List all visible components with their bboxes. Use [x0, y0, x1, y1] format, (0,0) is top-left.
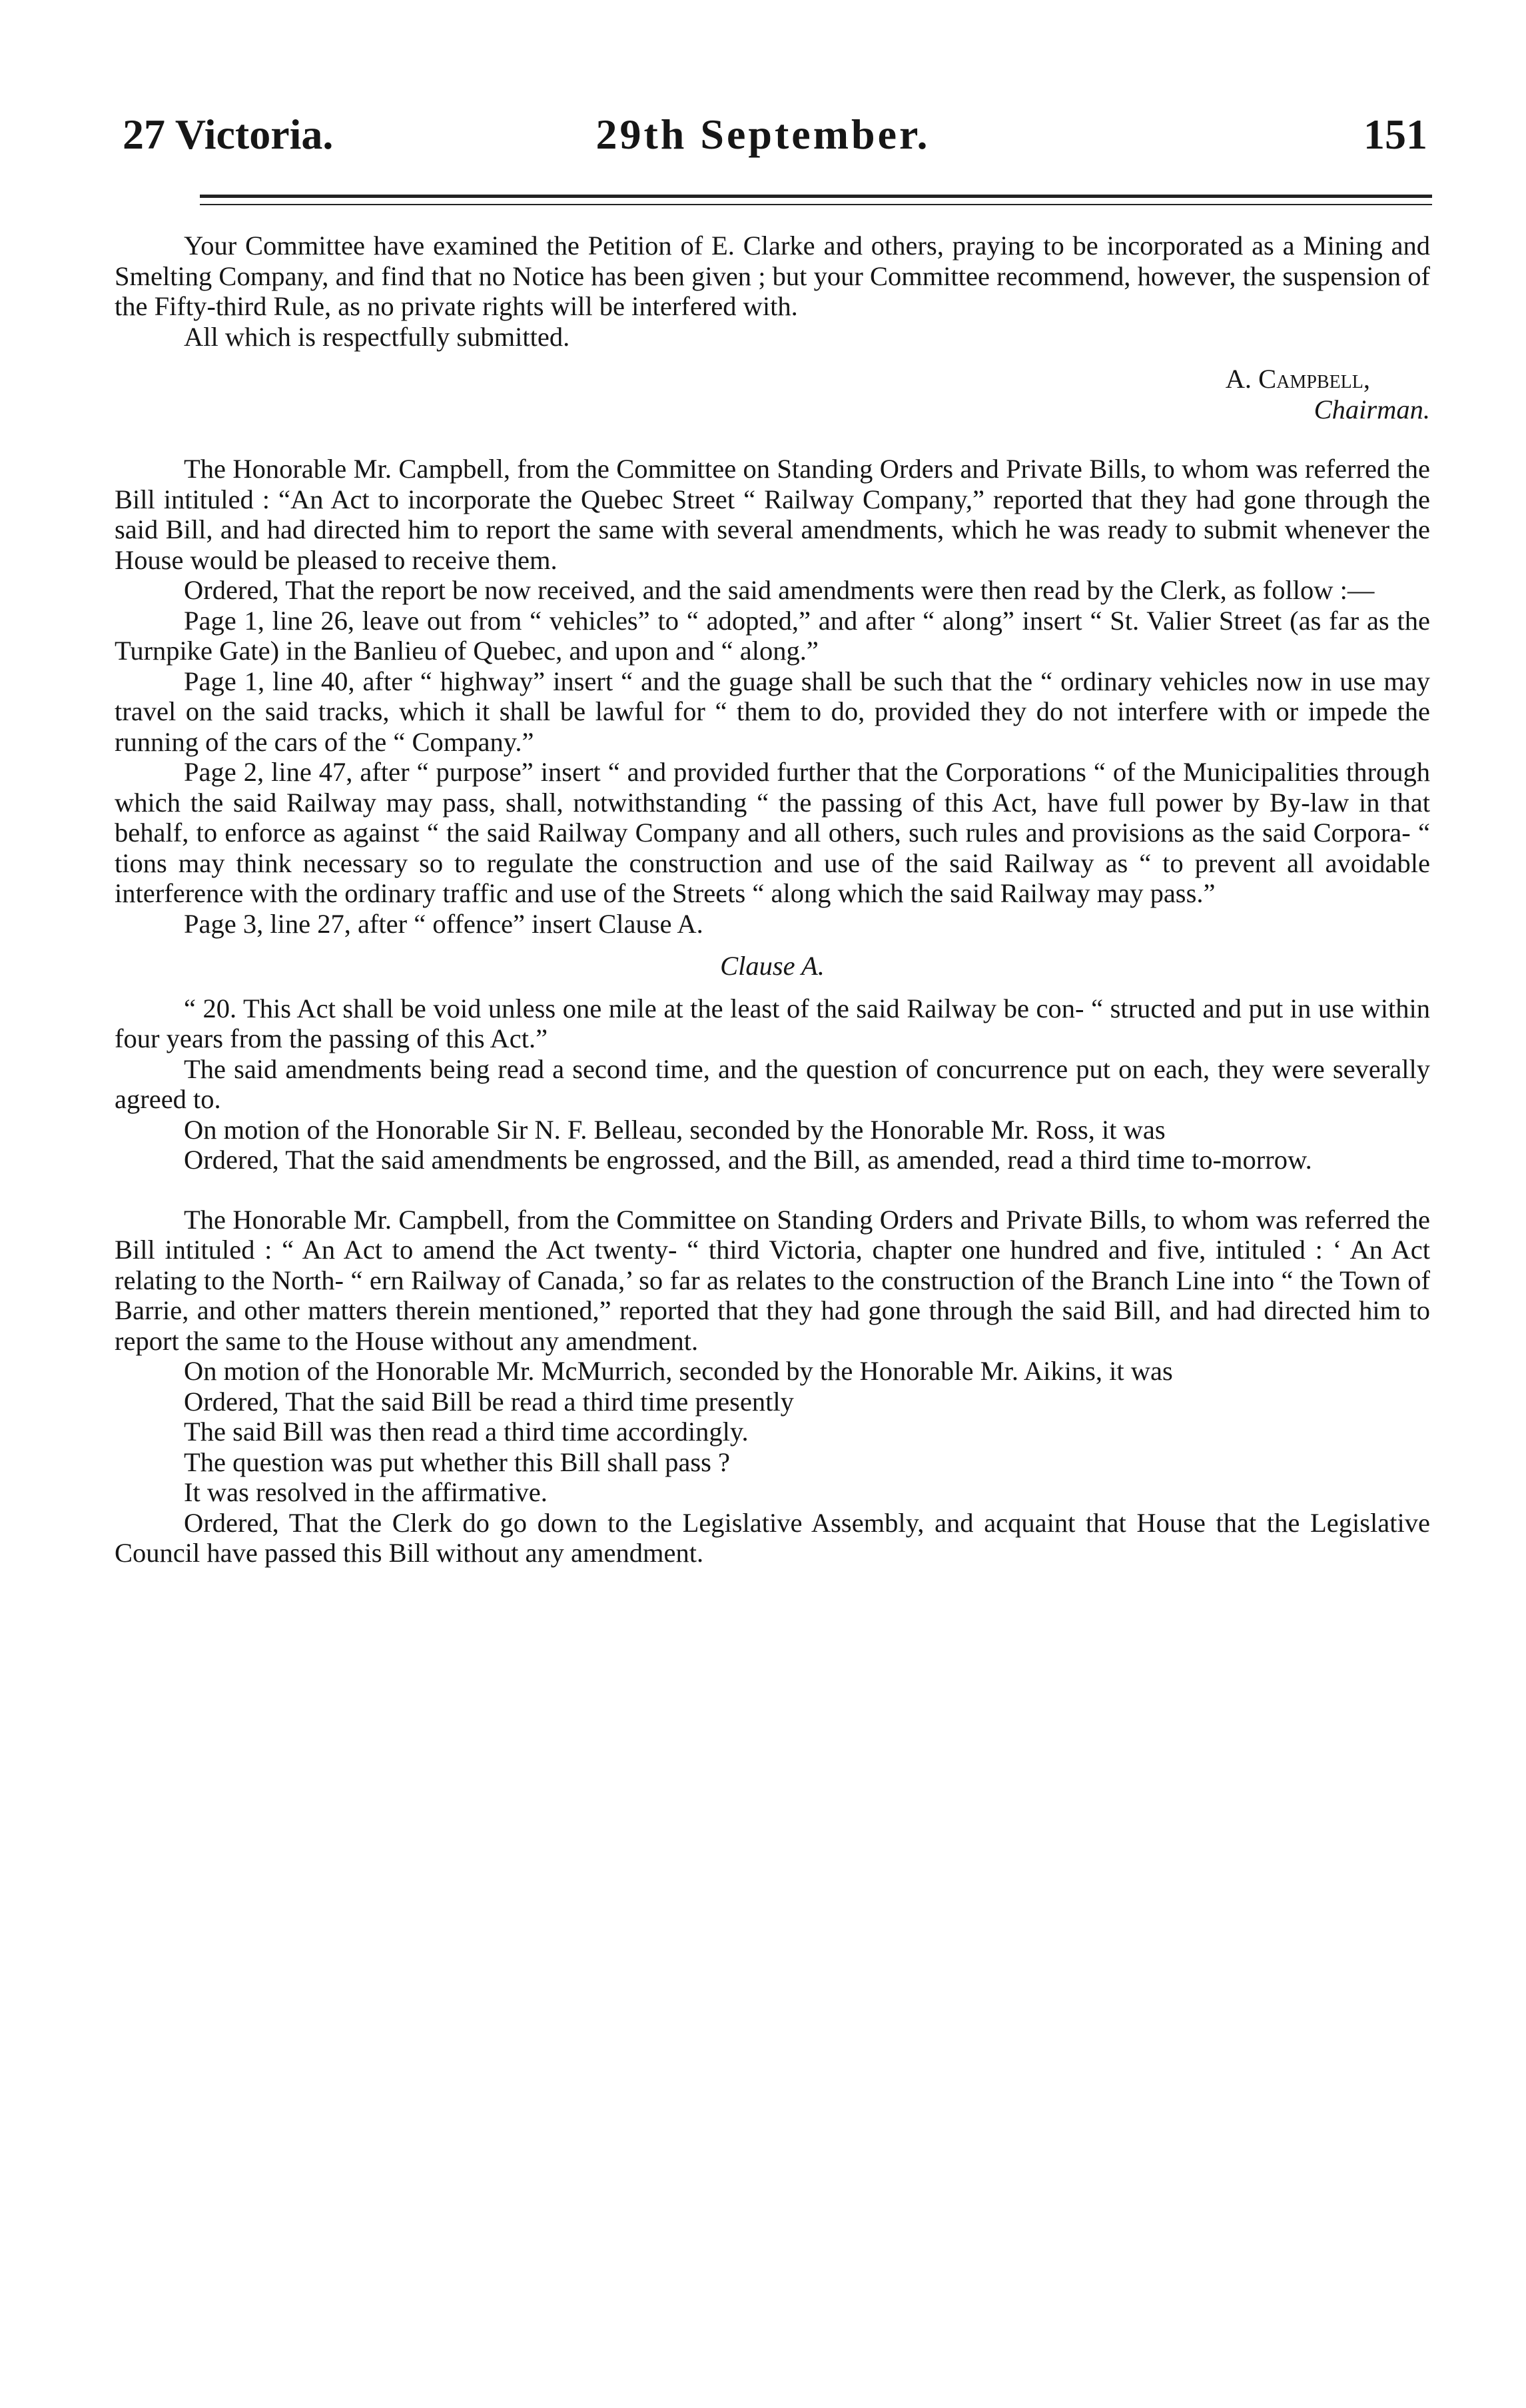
- header-rule-thick: [200, 195, 1432, 198]
- page-body: [115, 231, 1430, 1568]
- resolved-affirmative: It was resolved in the affirmative.: [184, 1477, 548, 1507]
- ordered-report-received: Ordered, That the report be now received, and the said amendments were then read by the Clerk, as follow :—: [184, 575, 1375, 605]
- signature-name: A. Campbell,: [1225, 364, 1370, 394]
- motion-mcmurrich: On motion of the Honorable Mr. McMurrich, seconded by the Honorable Mr. Aikins, it was: [184, 1356, 1173, 1386]
- question-put: The question was put whether this Bill shall pass ?: [184, 1447, 731, 1477]
- amendment-page1-line40: Page 1, line 40, after “ highway” insert “ and the guage shall be such that the “ ordinary vehicles now in use may travel on the said tracks, which it shall be lawful for “ them to do, provided they do not interfere with or impede the running of the cars of the “ Company.”: [115, 666, 1430, 757]
- page-number: 151: [1363, 111, 1427, 158]
- motion-belleau: On motion of the Honorable Sir N. F. Belleau, seconded by the Honorable Mr. Ross, it was: [184, 1114, 1166, 1145]
- northern-railway-bill-report: The Honorable Mr. Campbell, from the Committee on Standing Orders and Private Bills, to whom was referred the Bill intituled : “ An Act to amend the Act twenty- “ third Victoria, chapter one hundred and five, intituled : ‘ An Act relating to the North- “ ern Railway of Canada,’ so far as relates to the construction of the Branch Line into “ the Town of Barrie, and other matters therein mentioned,” reported that they had gone through the said Bill, and had directed him to report the same to the House without any amendment.: [115, 1204, 1430, 1356]
- quebec-bill-report: The Honorable Mr. Campbell, from the Committee on Standing Orders and Private Bills, to whom was referred the Bill intituled : “An Act to incorporate the Quebec Street “ Railway Company,” reported that they had gone through the said Bill, and had directed him to report the same with several amendments, which he was ready to submit whenever the House would be pleased to receive them.: [115, 454, 1430, 575]
- amendment-page2-line47: Page 2, line 47, after “ purpose” insert “ and provided further that the Corporations “ of the Municipalities through which the said Railway may pass, shall, notwithstanding “ the passing of this Act, have full power by By-law in that behalf, to enforce as against “ the said Railway Company and all others, such rules and provisions as the said Corpora- “ tions may think necessary so to regulate the construction and use of the said Railway as “ to prevent all avoidable interference with the ordinary traffic and use of the Streets “ along which the said Railway may pass.”: [115, 757, 1430, 908]
- clause-a-text: “ 20. This Act shall be void unless one mile at the least of the said Railway be con- “ structed and put in use within four years from the passing of this Act.”: [115, 993, 1430, 1053]
- running-head-date: 29th September.: [595, 111, 931, 158]
- committee-report-paragraph: Your Committee have examined the Petition of E. Clarke and others, praying to be incorporated as a Mining and Smelting Company, and find that no Notice has been given ; but your Committee recommend, however, the suspension of the Fifty-third Rule, as no private rights will be interfered with.: [115, 231, 1430, 321]
- third-reading-done: The said Bill was then read a third time accordingly.: [184, 1417, 749, 1447]
- ordered-third-reading: Ordered, That the said Bill be read a third time presently: [184, 1386, 794, 1417]
- amendment-page1-line26: Page 1, line 26, leave out from “ vehicles” to “ adopted,” and after “ along” insert “ St. Valier Street (as far as the Turnpike Gate) in the Banlieu of Quebec, and upon and “ along.”: [115, 605, 1430, 666]
- header-rule-thin: [200, 204, 1432, 205]
- clause-heading: Clause A.: [720, 951, 825, 981]
- submission-line: All which is respectfully submitted.: [184, 321, 570, 352]
- ordered-engrossed: Ordered, That the said amendments be engrossed, and the Bill, as amended, read a third time to-morrow.: [184, 1145, 1312, 1175]
- amendment-page3-line27: Page 3, line 27, after “ offence” insert Clause A.: [184, 908, 703, 939]
- running-head-left: 27 Victoria.: [123, 111, 334, 158]
- ordered-acquaint-assembly: Ordered, That the Clerk do go down to the Legislative Assembly, and acquaint that House that the Legislative Council have passed this Bill without any amendment.: [115, 1507, 1430, 1568]
- amendments-agreed: The said amendments being read a second time, and the question of concurrence put on each, they were severally agreed to.: [115, 1053, 1430, 1114]
- signature-title: Chairman.: [1314, 394, 1430, 424]
